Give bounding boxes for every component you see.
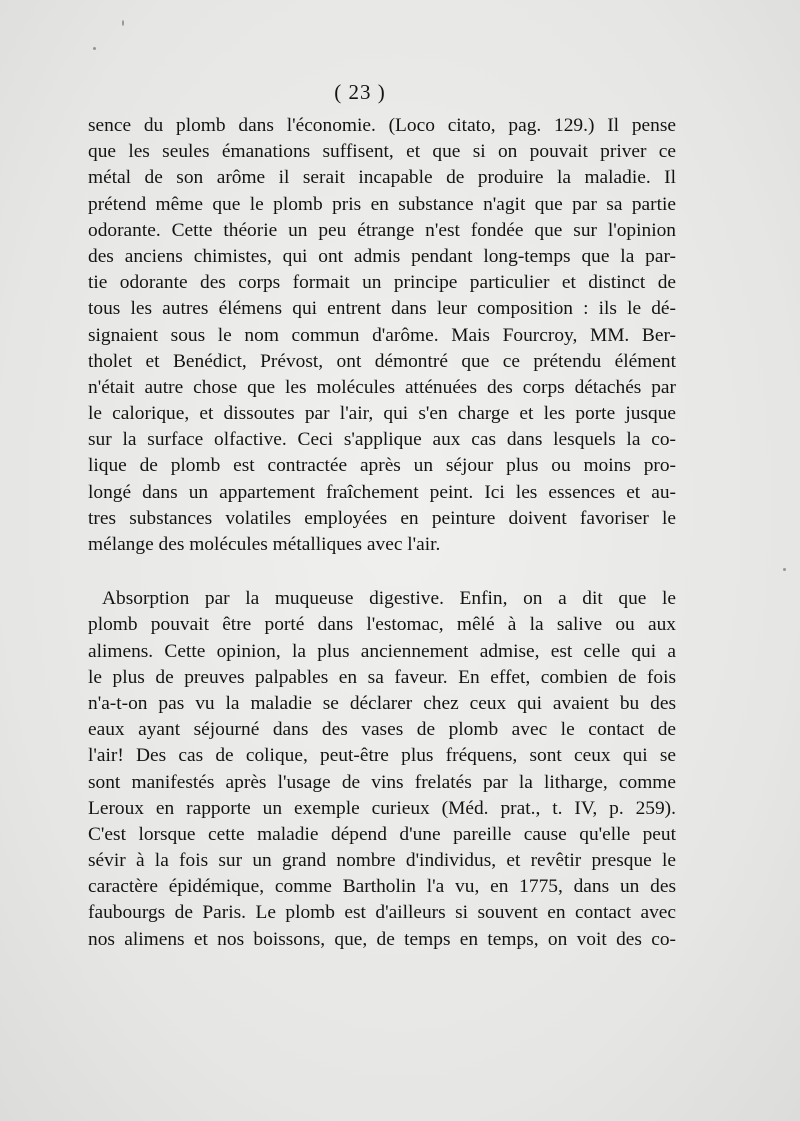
text-line: Leroux en rapporte un exemple curieux (Méd. prat., t. IV, p. 259). [88, 797, 676, 819]
text-line: tholet et Benédict, Prévost, ont démontré que ce prétendu élément [88, 350, 676, 372]
text-line: sur la surface olfactive. Ceci s'applique aux cas dans lesquels la co- [88, 429, 676, 451]
text-line: Absorption par la muqueuse digestive. Enfin, on a dit que le [102, 588, 676, 610]
text-line: faubourgs de Paris. Le plomb est d'ailleurs si souvent en contact avec [88, 902, 676, 924]
text-line: alimens. Cette opinion, la plus anciennement admise, est celle qui a [88, 640, 676, 662]
text-line: signaient sous le nom commun d'arôme. Mais Fourcroy, MM. Ber- [88, 324, 676, 346]
paragraph-2 [88, 586, 676, 953]
scan-speck [122, 20, 124, 26]
scan-speck [783, 568, 786, 571]
text-line: sévir à la fois sur un grand nombre d'individus, et revêtir presque le [88, 850, 676, 872]
text-line: le plus de preuves palpables en sa faveur. En effet, combien de fois [88, 666, 676, 688]
text-line: nos alimens et nos boissons, que, de temps en temps, on voit des co- [88, 928, 676, 950]
text-line: métal de son arôme il serait incapable de produire la maladie. Il [88, 167, 676, 189]
text-line: odorante. Cette théorie un peu étrange n'est fondée que sur l'opinion [88, 219, 676, 241]
text-line: n'était autre chose que les molécules atténuées des corps détachés par [88, 376, 676, 398]
text-line: C'est lorsque cette maladie dépend d'une pareille cause qu'elle peut [88, 823, 676, 845]
text-line: longé dans un appartement fraîchement peint. Ici les essences et au- [88, 481, 676, 503]
text-line: sence du plomb dans l'économie. (Loco citato, pag. 129.) Il pense [88, 115, 676, 136]
text-line: tous les autres élémens qui entrent dans leur composition : ils le dé- [88, 298, 676, 320]
page-number: ( 23 ) [334, 80, 386, 104]
body-text [88, 113, 676, 953]
text-line: l'air! Des cas de colique, peut-être plus fréquens, sont ceux qui se [88, 745, 676, 767]
text-line: tres substances volatiles employées en peinture doivent favoriser le [88, 507, 676, 529]
text-line: des anciens chimistes, qui ont admis pendant long-temps que la par- [88, 245, 676, 267]
scan-speck [93, 47, 96, 50]
text-line: lique de plomb est contractée après un séjour plus ou moins pro- [88, 455, 676, 477]
text-line: que les seules émanations suffisent, et que si on pouvait priver ce [88, 141, 676, 163]
paragraph-gap [88, 558, 676, 586]
text-line: eaux ayant séjourné dans des vases de plomb avec le contact de [88, 719, 676, 741]
text-line: le calorique, et dissoutes par l'air, qui s'en charge et les porte jusque [88, 403, 676, 425]
text-line: caractère épidémique, comme Bartholin l'a vu, en 1775, dans un des [88, 876, 676, 898]
text-line: mélange des molécules métalliques avec l'air. [88, 534, 441, 555]
text-line: plomb pouvait être porté dans l'estomac, mêlé à la salive ou aux [88, 614, 676, 636]
text-line: sont manifestés après l'usage de vins frelatés par la litharge, comme [88, 771, 676, 793]
text-line: n'a-t-on pas vu la maladie se déclarer chez ceux qui avaient bu des [88, 692, 676, 714]
text-line: tie odorante des corps formait un principe particulier et distinct de [88, 272, 676, 294]
text-line: prétend même que le plomb pris en substance n'agit que par sa partie [88, 193, 676, 215]
paragraph-1 [88, 113, 676, 558]
